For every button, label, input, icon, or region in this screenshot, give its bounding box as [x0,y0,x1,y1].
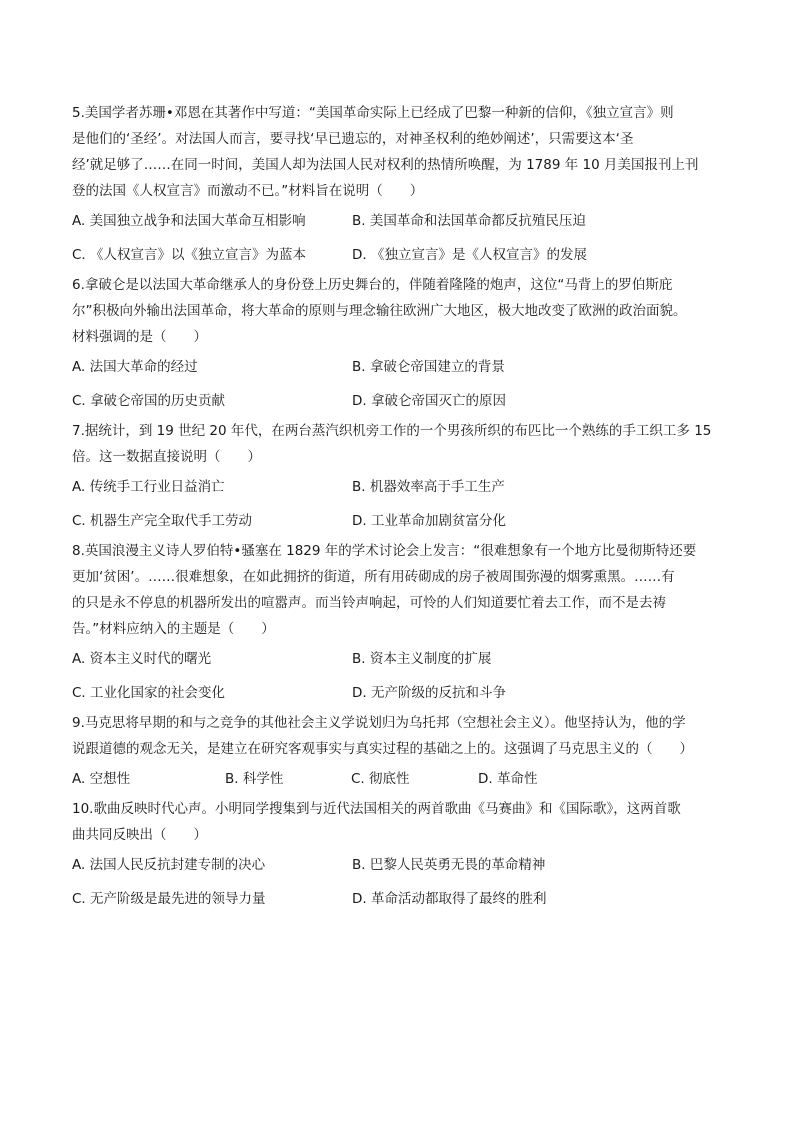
option-d: D. 《独立宣言》是《人权宣言》的发展 [352,247,587,263]
option-a: A. 资本主义时代的曙光 [72,651,212,667]
options [72,762,722,796]
stem-line: 更加‘贫困’。……很难想象，在如此拥挤的街道，所有用砖砌成的房子被周围弥漫的烟雾熏黑。……有 [72,569,675,585]
stem-line: 9.马克思将早期的和与之竞争的其他社会主义学说划归为乌托邦（空想社会主义）。他坚持认为，他的学 [72,715,686,731]
question-stem [72,272,722,350]
option-c: C. 《人权宣言》以《独立宣言》为蓝本 [72,247,307,263]
question-stem [72,710,722,762]
stem-line: 倍。这一数据直接说明（ ） [72,449,261,465]
options [72,642,722,710]
option-a: A. 空想性 [72,771,131,787]
question-10 [72,796,722,916]
option-d: D. 革命活动都取得了最终的胜利 [352,891,547,907]
stem-line: 10.歌曲反映时代心声。小明同学搜集到与近代法国相关的两首歌曲《马赛曲》和《国际歌》，这两首歌 [72,801,681,817]
options [72,848,722,916]
stem-line: 登的法国《人权宣言》而激动不已。”材料旨在说明（ ） [72,183,424,199]
option-a: A. 法国大革命的经过 [72,359,198,375]
option-b: B. 机器效率高于手工生产 [352,479,505,495]
stem-line: 6.拿破仑是以法国大革命继承人的身份登上历史舞台的，伴随着隆隆的炮声，这位“马背上的罗伯斯庇 [72,277,673,293]
option-a: A. 美国独立战争和法国大革命互相影响 [72,213,306,229]
stem-line: 尔”积极向外输出法国革命，将大革命的原则与理念输往欧洲广大地区，极大地改变了欧洲的政治面貌。 [72,303,687,319]
option-b: B. 巴黎人民英勇无畏的革命精神 [352,857,546,873]
question-5 [72,100,722,272]
option-b: B. 资本主义制度的扩展 [352,651,492,667]
question-stem [72,796,722,848]
question-stem [72,100,722,204]
option-c: C. 彻底性 [351,771,410,787]
option-c: C. 无产阶级是最先进的领导力量 [72,891,266,907]
options [72,350,722,418]
question-stem [72,418,722,470]
stem-line: 8.英国浪漫主义诗人罗伯特•骚塞在 1829 年的学术讨论会上发言：“很难想象有一个地方比曼彻斯特还要 [72,543,697,559]
option-d: D. 工业革命加剧贫富分化 [352,513,506,529]
option-c: C. 拿破仑帝国的历史贡献 [72,393,226,409]
question-6 [72,272,722,418]
stem-line: 经’就足够了……在同一时间，美国人却为法国人民对权利的热情所唤醒，为 1789 年 10 月美国报刊上刊 [72,157,699,173]
stem-line: 是他们的‘圣经’。对法国人而言，要寻找‘早已遗忘的，对神圣权利的绝妙阐述’，只需要这本‘圣 [72,131,634,147]
option-b: B. 美国革命和法国革命都反抗殖民压迫 [352,213,586,229]
option-d: D. 无产阶级的反抗和斗争 [352,685,506,701]
stem-line: 曲共同反映出（ ） [72,827,207,843]
question-stem [72,538,722,642]
option-a: A. 传统手工行业日益消亡 [72,479,225,495]
option-b: B. 拿破仑帝国建立的背景 [352,359,505,375]
question-8 [72,538,722,710]
option-d: D. 拿破仑帝国灭亡的原因 [352,393,506,409]
question-7 [72,418,722,538]
stem-line: 说跟道德的观念无关，是建立在研究客观事实与真实过程的基础之上的。这强调了马克思主义的（ ） [72,741,693,757]
options [72,470,722,538]
question-9 [72,710,722,796]
option-b: B. 科学性 [225,771,284,787]
options [72,204,722,272]
stem-line: 材料强调的是（ ） [72,329,207,345]
option-c: C. 工业化国家的社会变化 [72,685,226,701]
question-list [72,100,722,916]
option-c: C. 机器生产完全取代手工劳动 [72,513,253,529]
option-d: D. 革命性 [478,771,538,787]
stem-line: 5.美国学者苏珊•邓恩在其著作中写道：“美国革命实际上已经成了巴黎一种新的信仰，《独立宣言》则 [72,105,674,121]
stem-line: 告。”材料应纳入的主题是（ ） [72,621,275,637]
option-a: A. 法国人民反抗封建专制的决心 [72,857,266,873]
stem-line: 7.据统计，到 19 世纪 20 年代，在两台蒸汽织机旁工作的一个男孩所织的布匹比一个熟练的手工织工多 15 [72,423,712,439]
stem-line: 的只是永不停息的机器所发出的喧嚣声。而当铃声响起，可怜的人们知道要忙着去工作，而不是去祷 [72,595,666,611]
